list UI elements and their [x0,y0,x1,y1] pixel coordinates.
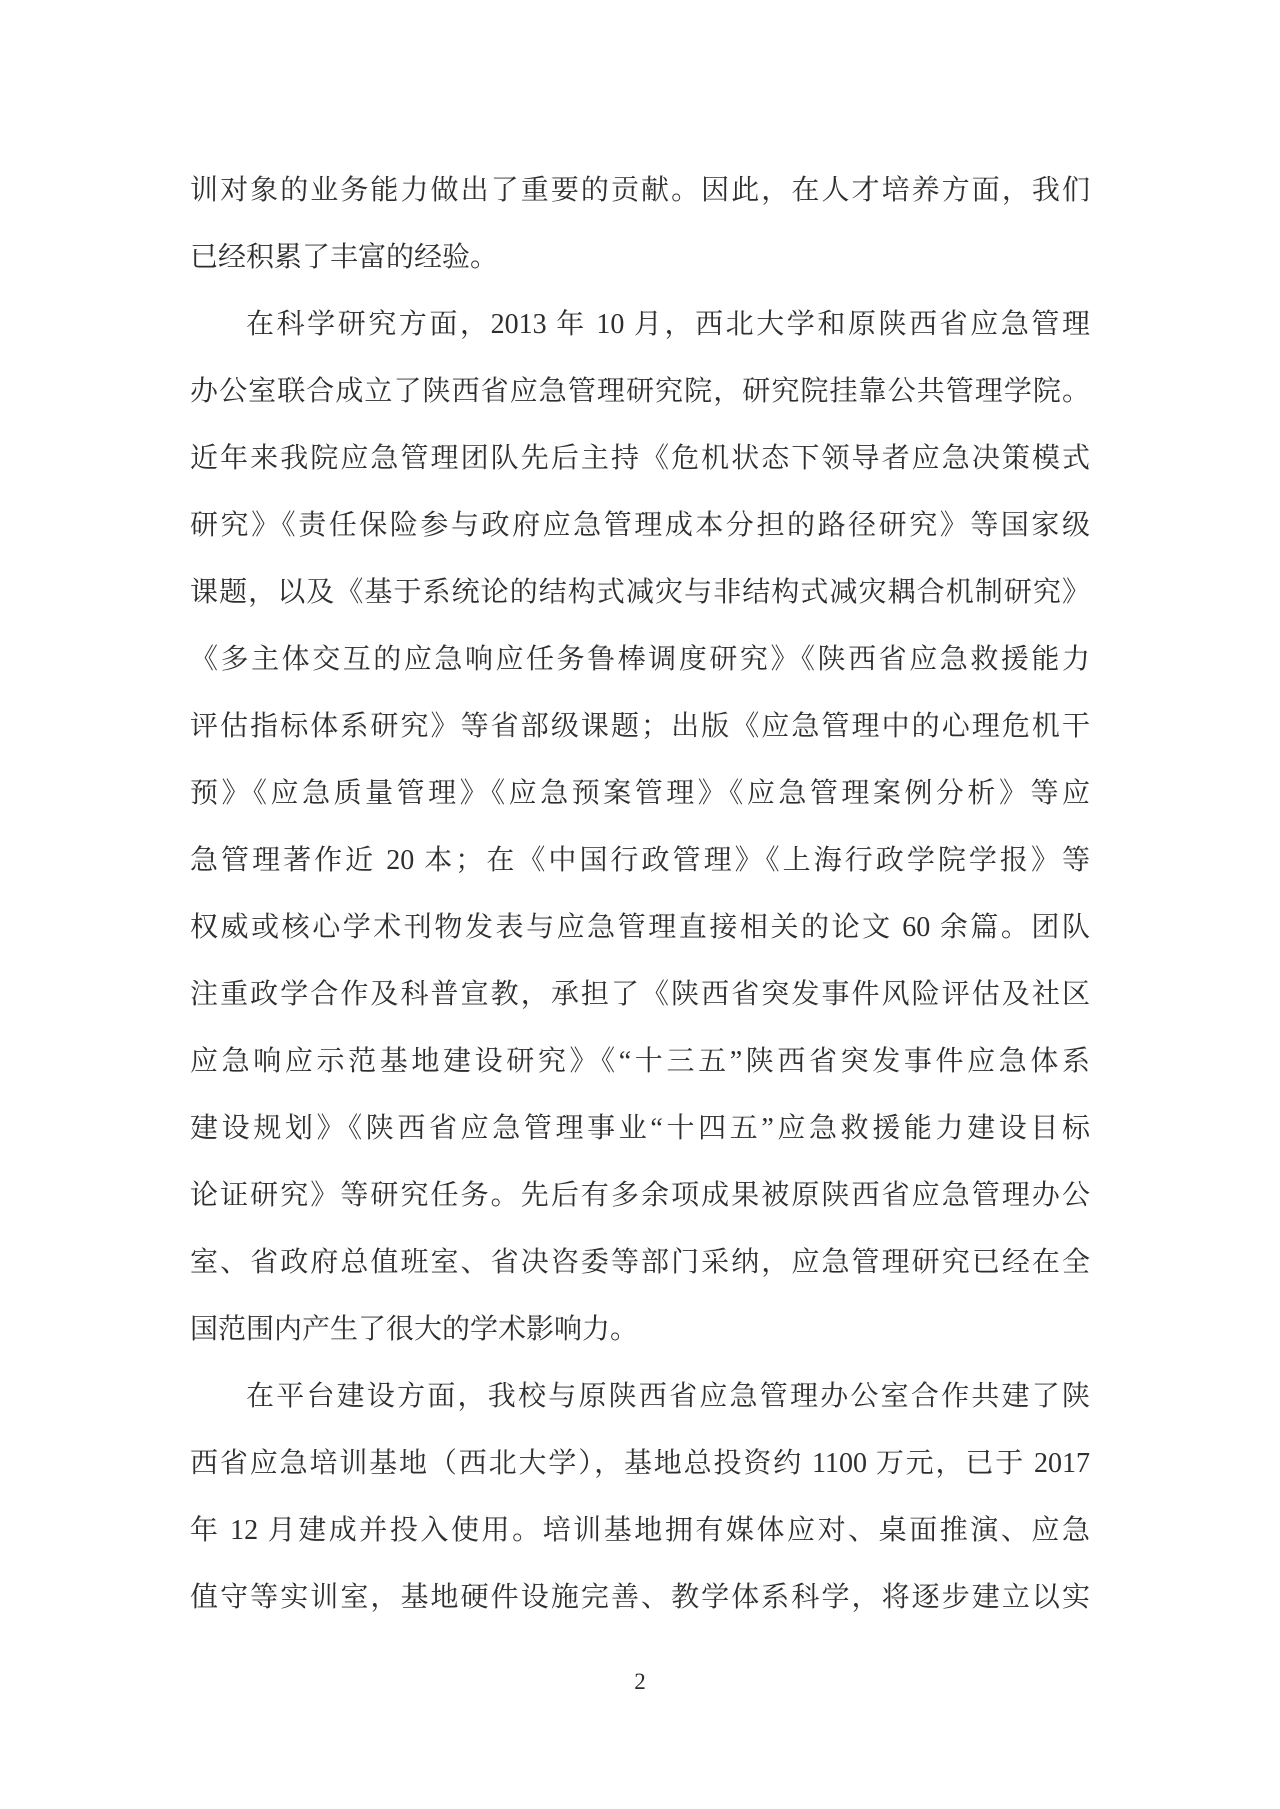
text-line: 应急响应示范基地建设研究》《“十三五”陕西省突发事件应急体系 [190,1046,1090,1077]
text-line: 在平台建设方面，我校与原陕西省应急管理办公室合作共建了陕 [246,1381,1090,1412]
text-line: 值守等实训室，基地硬件设施完善、教学体系科学，将逐步建立以实 [190,1582,1090,1613]
text-line: 西省应急培训基地（西北大学），基地总投资约 1100 万元，已于 2017 [190,1448,1090,1479]
text-line: 在科学研究方面，2013 年 10 月，西北大学和原陕西省应急管理 [246,309,1090,340]
text-line: 评估指标体系研究》等省部级课题；出版《应急管理中的心理危机干 [190,711,1090,742]
text-line: 办公室联合成立了陕西省应急管理研究院，研究院挂靠公共管理学院。 [190,376,1090,407]
text-line: 课题，以及《基于系统论的结构式减灾与非结构式减灾耦合机制研究》 [190,577,1090,608]
document-body-text [190,157,1090,1631]
text-line: 室、省政府总值班室、省决咨委等部门采纳，应急管理研究已经在全 [190,1247,1090,1278]
text-line: 论证研究》等研究任务。先后有多余项成果被原陕西省应急管理办公 [190,1180,1090,1211]
text-line: 建设规划》《陕西省应急管理事业“十四五”应急救援能力建设目标 [190,1113,1090,1144]
text-line: 权威或核心学术刊物发表与应急管理直接相关的论文 60 余篇。团队 [190,912,1090,943]
text-line: 年 12 月建成并投入使用。培训基地拥有媒体应对、桌面推演、应急 [190,1515,1090,1546]
page-number: 2 [634,1669,646,1694]
text-line: 研究》《责任保险参与政府应急管理成本分担的路径研究》等国家级 [190,510,1090,541]
text-line: 近年来我院应急管理团队先后主持《危机状态下领导者应急决策模式 [190,443,1090,474]
text-line: 已经积累了丰富的经验。 [190,242,499,273]
text-line: 训对象的业务能力做出了重要的贡献。因此，在人才培养方面，我们 [190,175,1090,206]
text-line: 预》《应急质量管理》《应急预案管理》《应急管理案例分析》等应 [190,778,1090,809]
text-line: 急管理著作近 20 本；在《中国行政管理》《上海行政学院学报》等 [190,845,1090,876]
text-line: 《多主体交互的应急响应任务鲁棒调度研究》《陕西省应急救援能力 [190,644,1090,675]
text-line: 注重政学合作及科普宣教，承担了《陕西省突发事件风险评估及社区 [190,979,1090,1010]
text-line: 国范围内产生了很大的学术影响力。 [190,1314,639,1345]
